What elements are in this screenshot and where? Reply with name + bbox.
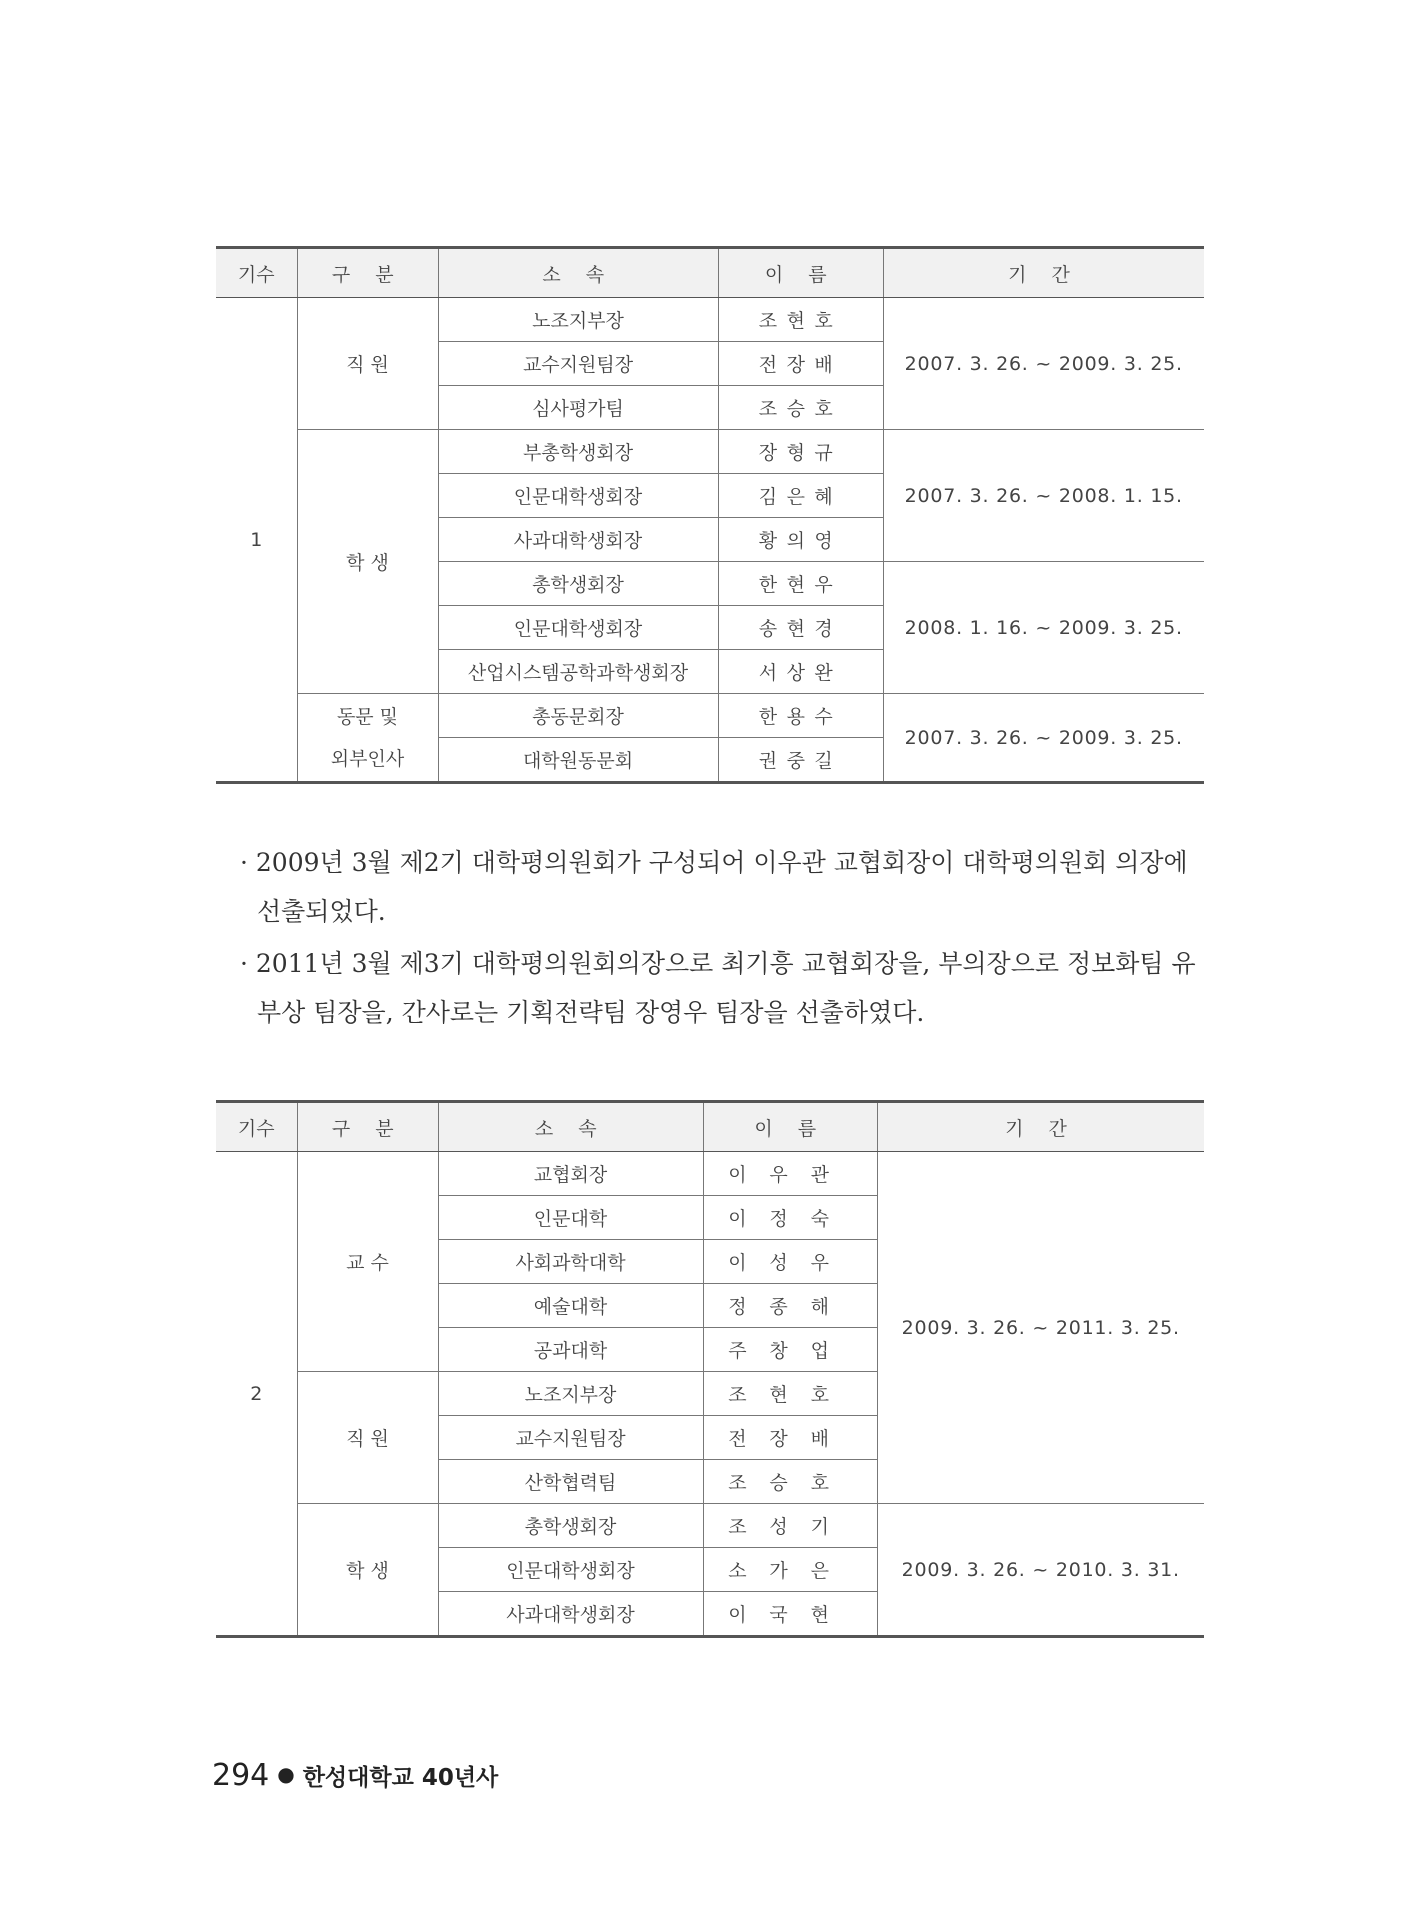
name-cell: 주창업 — [703, 1328, 877, 1372]
group-student: 학 생 — [297, 430, 438, 694]
notes-paragraphs — [240, 838, 1210, 1040]
header-gubun: 구 분 — [297, 248, 438, 298]
table-header-row — [216, 1102, 1204, 1152]
name-cell: 장형규 — [718, 430, 883, 474]
table-row — [216, 694, 1204, 738]
header-gisu: 기수 — [216, 1102, 297, 1152]
name-cell: 한현우 — [718, 562, 883, 606]
table-row — [216, 1504, 1204, 1548]
sosok-cell: 교수지원팀장 — [438, 342, 718, 386]
name-cell: 송현경 — [718, 606, 883, 650]
table-row — [216, 430, 1204, 474]
name-cell: 한용수 — [718, 694, 883, 738]
period-cell: 2008. 1. 16. ~ 2009. 3. 25. — [883, 562, 1204, 694]
header-period: 기 간 — [883, 248, 1204, 298]
sosok-cell: 교수지원팀장 — [438, 1416, 703, 1460]
sosok-cell: 총학생회장 — [438, 562, 718, 606]
header-name: 이 름 — [703, 1102, 877, 1152]
header-sosok: 소 속 — [438, 248, 718, 298]
header-gisu: 기수 — [216, 248, 297, 298]
sosok-cell: 인문대학생회장 — [438, 1548, 703, 1592]
name-cell: 조성기 — [703, 1504, 877, 1548]
sosok-cell: 인문대학생회장 — [438, 474, 718, 518]
note-item: · 2011년 3월 제3기 대학평의원회의장으로 최기흥 교협회장을, 부의장으로 정보화팀 유부상 팀장을, 간사로는 기획전략팀 장영우 팀장을 선출하였다. — [240, 949, 1196, 1027]
header-gubun: 구 분 — [297, 1102, 438, 1152]
name-cell: 이성우 — [703, 1240, 877, 1284]
header-sosok: 소 속 — [438, 1102, 703, 1152]
group-student: 학 생 — [297, 1504, 438, 1637]
sosok-cell: 교협회장 — [438, 1152, 703, 1196]
group-staff: 직 원 — [297, 1372, 438, 1504]
sosok-cell: 대학원동문회 — [438, 738, 718, 783]
council-table-1 — [216, 246, 1204, 784]
sosok-cell: 노조지부장 — [438, 1372, 703, 1416]
period-cell: 2009. 3. 26. ~ 2011. 3. 25. — [877, 1152, 1204, 1504]
group-professor: 교 수 — [297, 1152, 438, 1372]
book-title: 한성대학교 40년사 — [302, 1765, 499, 1791]
sosok-cell: 사과대학생회장 — [438, 1592, 703, 1637]
name-cell: 황의영 — [718, 518, 883, 562]
name-cell: 정종해 — [703, 1284, 877, 1328]
sosok-cell: 산업시스템공학과학생회장 — [438, 650, 718, 694]
bullet-dot-icon: ● — [277, 1762, 295, 1786]
name-cell: 김은혜 — [718, 474, 883, 518]
gisu-cell: 2 — [216, 1152, 297, 1637]
page-footer — [212, 1758, 498, 1793]
sosok-cell: 산학협력팀 — [438, 1460, 703, 1504]
sosok-cell: 노조지부장 — [438, 298, 718, 342]
note-item: · 2009년 3월 제2기 대학평의원회가 구성되어 이우관 교협회장이 대학평의원회 의장에 선출되었다. — [240, 848, 1188, 926]
period-cell: 2007. 3. 26. ~ 2009. 3. 25. — [883, 298, 1204, 430]
name-cell: 권중길 — [718, 738, 883, 783]
sosok-cell: 예술대학 — [438, 1284, 703, 1328]
sosok-cell: 인문대학 — [438, 1196, 703, 1240]
sosok-cell: 사회과학대학 — [438, 1240, 703, 1284]
header-period: 기 간 — [877, 1102, 1204, 1152]
group-alumni: 동문 및 외부인사 — [297, 694, 438, 783]
sosok-cell: 총동문회장 — [438, 694, 718, 738]
sosok-cell: 심사평가팀 — [438, 386, 718, 430]
name-cell: 조승호 — [703, 1460, 877, 1504]
table-row — [216, 298, 1204, 342]
sosok-cell: 사과대학생회장 — [438, 518, 718, 562]
group-staff: 직 원 — [297, 298, 438, 430]
sosok-cell: 부총학생회장 — [438, 430, 718, 474]
sosok-cell: 인문대학생회장 — [438, 606, 718, 650]
council-table-2 — [216, 1100, 1204, 1638]
period-cell: 2009. 3. 26. ~ 2010. 3. 31. — [877, 1504, 1204, 1637]
name-cell: 소가은 — [703, 1548, 877, 1592]
name-cell: 서상완 — [718, 650, 883, 694]
sosok-cell: 공과대학 — [438, 1328, 703, 1372]
name-cell: 전장배 — [703, 1416, 877, 1460]
sosok-cell: 총학생회장 — [438, 1504, 703, 1548]
header-name: 이 름 — [718, 248, 883, 298]
table-row — [216, 1152, 1204, 1196]
table-header-row — [216, 248, 1204, 298]
name-cell: 전장배 — [718, 342, 883, 386]
period-cell: 2007. 3. 26. ~ 2008. 1. 15. — [883, 430, 1204, 562]
period-cell: 2007. 3. 26. ~ 2009. 3. 25. — [883, 694, 1204, 783]
name-cell: 조현호 — [718, 298, 883, 342]
page-number: 294 — [212, 1758, 270, 1793]
gisu-cell: 1 — [216, 298, 297, 783]
name-cell: 이정숙 — [703, 1196, 877, 1240]
name-cell: 조승호 — [718, 386, 883, 430]
name-cell: 이국현 — [703, 1592, 877, 1637]
name-cell: 이우관 — [703, 1152, 877, 1196]
name-cell: 조현호 — [703, 1372, 877, 1416]
